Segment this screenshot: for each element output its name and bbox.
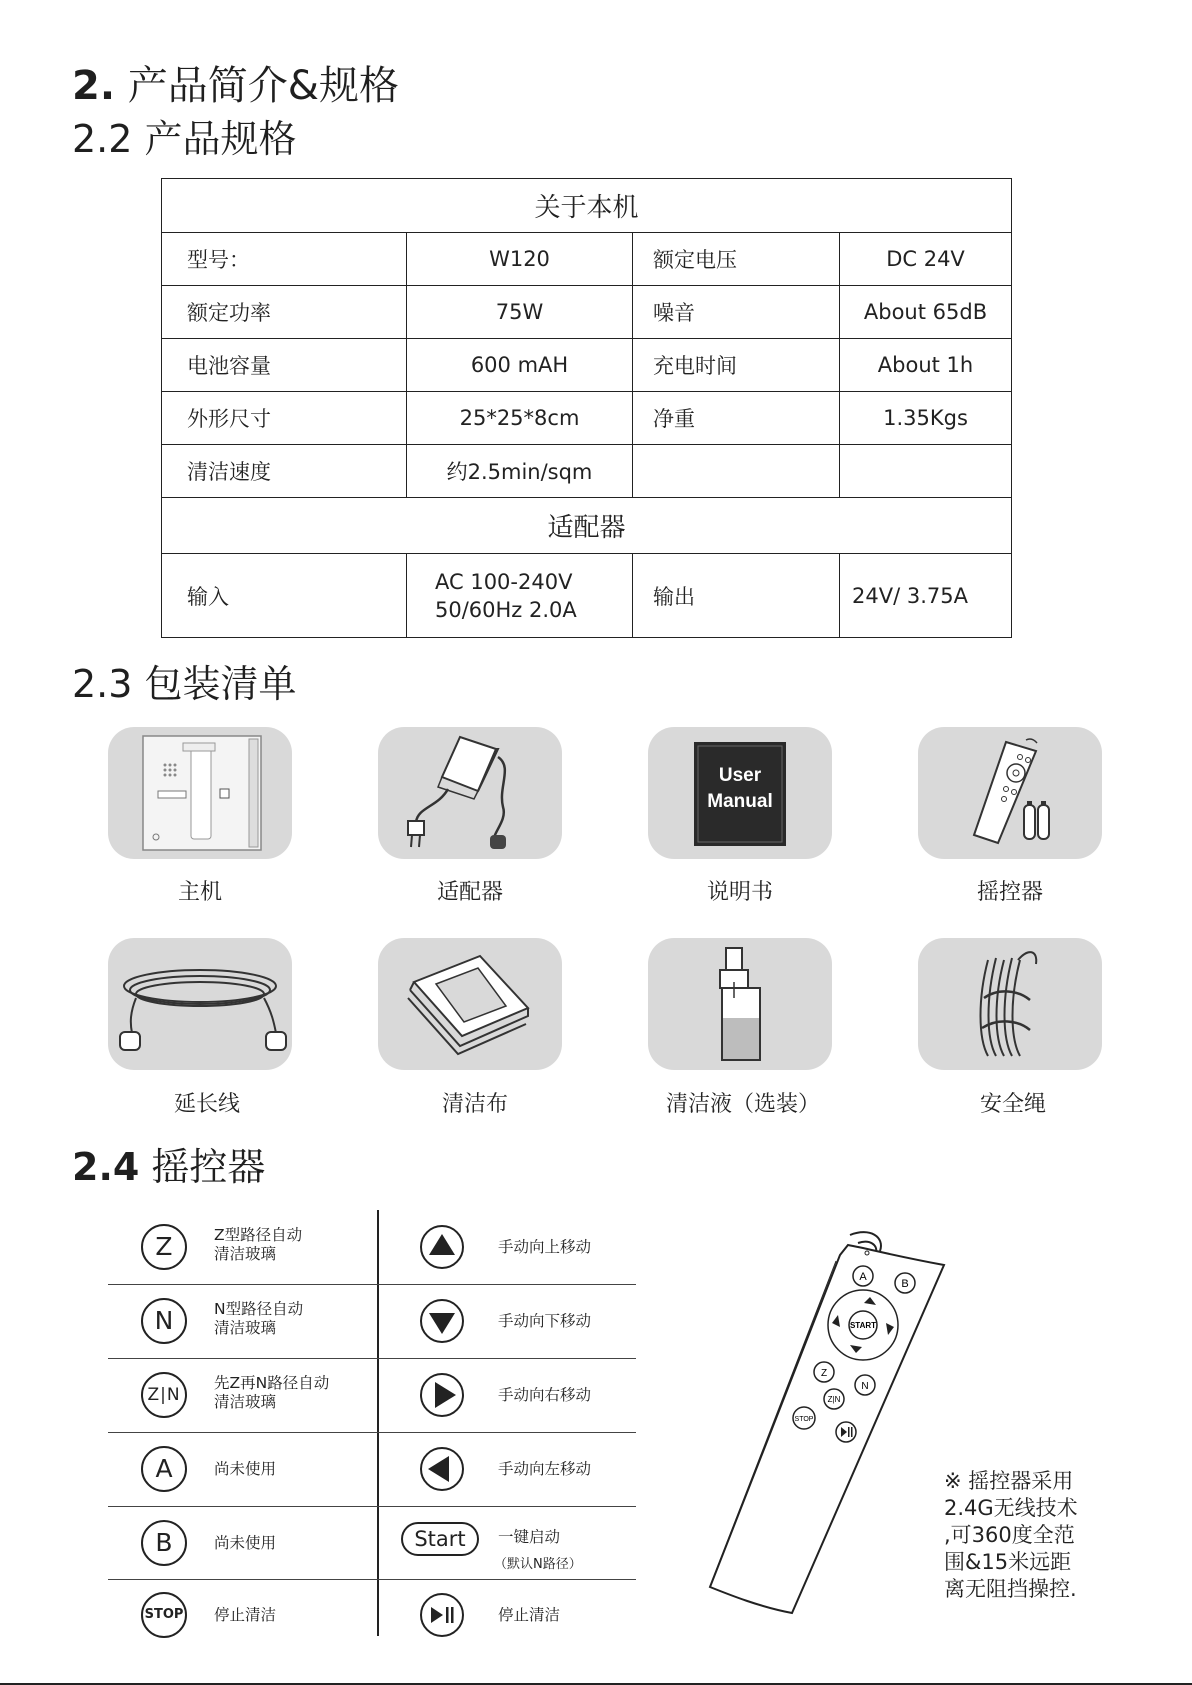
row-divider <box>108 1358 636 1359</box>
package-label: 适配器 <box>436 880 503 905</box>
cleaning-cloth-icon <box>378 938 562 1070</box>
remote-btn-a-label: A <box>859 1271 867 1283</box>
package-item-extension-cable <box>108 938 292 1070</box>
package-label: 清洁液（选装） <box>665 1092 820 1117</box>
cleaning-liquid-icon <box>648 938 832 1070</box>
spec-value: 1.35Kgs <box>840 392 1012 445</box>
page-title: 2. 产品简介&规格 <box>72 63 399 109</box>
function-desc: 停止清洁 <box>214 1606 277 1624</box>
row-divider <box>108 1284 636 1285</box>
arrow-right-icon <box>419 1372 465 1418</box>
package-item-remote <box>918 727 1102 859</box>
spec-value: AC 100-240V 50/60Hz 2.0A <box>407 554 633 638</box>
section-machine: 关于本机 <box>162 179 1012 233</box>
table-divider <box>377 1210 379 1636</box>
spec-label: 外形尺寸 <box>162 392 407 445</box>
user-manual-icon <box>648 727 832 859</box>
remote-btn-stop-label: STOP <box>794 1416 814 1423</box>
function-note: （默认N路径） <box>494 1557 582 1572</box>
extension-cable-icon <box>108 938 292 1070</box>
spec-label: 输入 <box>162 554 407 638</box>
page-footer-line <box>0 1683 1192 1685</box>
function-desc: 停止清洁 <box>498 1606 561 1624</box>
spec-table <box>161 178 1012 638</box>
package-label: 说明书 <box>706 880 773 905</box>
package-label: 主机 <box>177 880 222 905</box>
remote-btn-zn-label: Z|N <box>827 1395 841 1404</box>
function-desc: 先Z再N路径自动 清洁玻璃 <box>214 1374 330 1411</box>
package-item-manual <box>648 727 832 859</box>
remote-function-table <box>108 1210 636 1640</box>
stop-button-icon: STOP <box>141 1592 187 1638</box>
spec-heading: 2.2 产品规格 <box>72 117 297 161</box>
function-desc: 尚未使用 <box>214 1534 277 1552</box>
function-desc: 一键启动 <box>498 1528 561 1546</box>
play-pause-icon <box>419 1592 465 1638</box>
spec-value: 约2.5min/sqm <box>407 445 633 498</box>
row-divider <box>108 1506 636 1507</box>
remote-btn-n-label: N <box>861 1381 869 1392</box>
a-button-icon: A <box>141 1446 187 1492</box>
package-label: 清洁布 <box>441 1092 508 1117</box>
package-label: 摇控器 <box>976 880 1043 905</box>
spec-value: About 65dB <box>840 286 1012 339</box>
package-heading: 2.3 包装清单 <box>72 662 297 706</box>
spec-label: 额定功率 <box>162 286 407 339</box>
zn-button-icon: Z|N <box>141 1372 187 1418</box>
function-desc: N型路径自动 清洁玻璃 <box>214 1300 304 1337</box>
spec-value: W120 <box>407 233 633 286</box>
arrow-up-icon <box>419 1224 465 1270</box>
spec-value <box>840 445 1012 498</box>
spec-value: 75W <box>407 286 633 339</box>
function-desc: Z型路径自动 清洁玻璃 <box>214 1226 303 1263</box>
spec-value: 24V/ 3.75A <box>840 554 1012 638</box>
row-divider <box>108 1432 636 1433</box>
remote-btn-b-label: B <box>901 1278 909 1290</box>
package-item-adapter <box>378 727 562 859</box>
manual-cover-text-2: Manual <box>707 791 773 812</box>
package-item-main-unit <box>108 727 292 859</box>
arrow-left-icon <box>419 1446 465 1492</box>
package-item-cleaning-cloth <box>378 938 562 1070</box>
package-label: 安全绳 <box>979 1092 1046 1117</box>
section-adapter: 适配器 <box>162 498 1012 554</box>
spec-label: 输出 <box>633 554 840 638</box>
power-adapter-icon <box>378 727 562 859</box>
spec-value: 25*25*8cm <box>407 392 633 445</box>
n-button-icon: N <box>141 1298 187 1344</box>
remote-note: ※ 摇控器采用 2.4G无线技术 ,可360度全范 围&15米远距 离无阻挡操控. <box>944 1469 1078 1601</box>
row-divider <box>108 1579 636 1580</box>
robot-cleaner-icon <box>108 727 292 859</box>
spec-label: 型号： <box>162 233 407 286</box>
spec-label <box>633 445 840 498</box>
function-desc: 手动向上移动 <box>498 1238 592 1256</box>
remote-illustration <box>700 1215 950 1625</box>
b-button-icon: B <box>141 1520 187 1566</box>
spec-value: DC 24V <box>840 233 1012 286</box>
safety-rope-icon <box>918 938 1102 1070</box>
spec-value: 600 mAH <box>407 339 633 392</box>
remote-btn-start-label: START <box>849 1321 877 1330</box>
arrow-down-icon <box>419 1298 465 1344</box>
function-desc: 手动向下移动 <box>498 1312 592 1330</box>
spec-label: 充电时间 <box>633 339 840 392</box>
start-button-icon: Start <box>401 1522 479 1556</box>
spec-value: About 1h <box>840 339 1012 392</box>
package-label: 延长线 <box>173 1092 240 1117</box>
manual-cover-text-1: User <box>718 765 762 786</box>
spec-label: 额定电压 <box>633 233 840 286</box>
spec-label: 噪音 <box>633 286 840 339</box>
spec-label: 清洁速度 <box>162 445 407 498</box>
function-desc: 尚未使用 <box>214 1460 277 1478</box>
z-button-icon: Z <box>141 1224 187 1270</box>
package-item-cleaning-liquid <box>648 938 832 1070</box>
package-item-safety-rope <box>918 938 1102 1070</box>
remote-control-icon <box>918 727 1102 859</box>
remote-heading: 2.4 摇控器 <box>72 1145 266 1189</box>
function-desc: 手动向右移动 <box>498 1386 592 1404</box>
remote-btn-z-label: Z <box>820 1368 828 1379</box>
spec-label: 净重 <box>633 392 840 445</box>
function-desc: 手动向左移动 <box>498 1460 592 1478</box>
spec-label: 电池容量 <box>162 339 407 392</box>
